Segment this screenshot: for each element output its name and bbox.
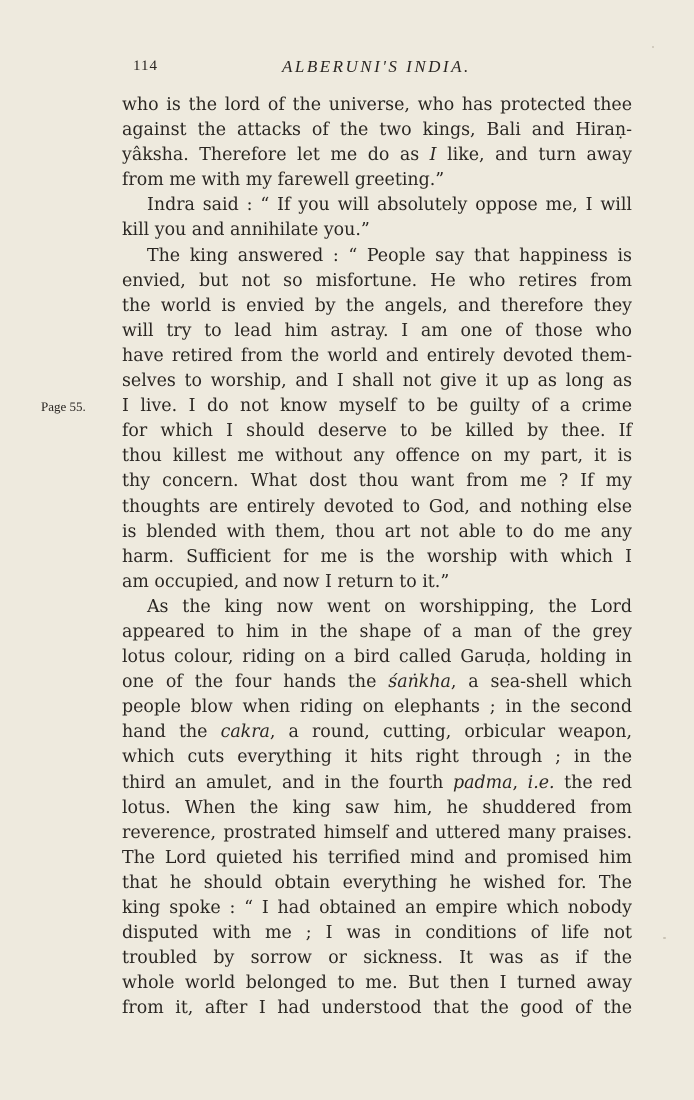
text-line: people blow when riding on elephants ; in the second bbox=[122, 697, 632, 718]
paper-speck bbox=[663, 937, 666, 939]
text-line: Indra said : “ If you will absolutely oppose me, I will bbox=[147, 195, 632, 216]
text-line: As the king now went on worshipping, the Lord bbox=[147, 596, 632, 617]
text-line: thoughts are entirely devoted to God, and nothing else bbox=[122, 496, 632, 517]
running-title: ALBERUNI'S INDIA. bbox=[282, 57, 471, 76]
text-line: king spoke : “ I had obtained an empire which nobody bbox=[122, 898, 632, 918]
text-line: for which I should deserve to be killed by thee. If bbox=[122, 421, 632, 442]
text-line: yâksha. Therefore let me do as I like, and turn away bbox=[122, 145, 632, 166]
text-line: hand the cakra, a round, cutting, orbicular weapon, bbox=[122, 722, 632, 743]
text-line: reverence, prostrated himself and uttered many praises. bbox=[122, 822, 632, 843]
text-line: kill you and annihilate you.” bbox=[122, 220, 370, 241]
text-line: which cuts everything it hits right through ; in the bbox=[122, 747, 632, 768]
text-line: is blended with them, thou art not able to do me any bbox=[122, 521, 632, 542]
text-line: whole world belonged to me. But then I turned away bbox=[122, 973, 632, 994]
page-number: 114 bbox=[133, 58, 158, 74]
text-line: will try to lead him astray. I am one of those who bbox=[122, 320, 632, 341]
text-line: appeared to him in the shape of a man of the grey bbox=[122, 621, 632, 642]
text-line: disputed with me ; I was in conditions of life not bbox=[122, 923, 632, 944]
text-line: lotus. When the king saw him, he shuddered from bbox=[122, 797, 632, 818]
text-line: third an amulet, and in the fourth padma, i.e. the red bbox=[122, 772, 632, 793]
text-line: thy concern. What dost thou want from me ? If my bbox=[122, 471, 632, 492]
margin-page-note: Page 55. bbox=[41, 399, 86, 414]
text-line: The king answered : “ People say that happiness is bbox=[147, 245, 632, 266]
text-line: one of the four hands the śaṅkha, a sea-shell which bbox=[122, 672, 632, 693]
text-line: selves to worship, and I shall not give it up as long as bbox=[122, 371, 632, 392]
text-line: troubled by sorrow or sickness. It was as if the bbox=[122, 948, 632, 969]
text-line: have retired from the world and entirely devoted them- bbox=[122, 345, 632, 366]
text-line: the world is envied by the angels, and therefore they bbox=[122, 295, 632, 316]
text-line: harm. Sufficient for me is the worship with which I bbox=[122, 546, 632, 567]
body-text bbox=[122, 93, 632, 1021]
text-line: who is the lord of the universe, who has protected thee bbox=[122, 95, 632, 115]
text-line: envied, but not so misfortune. He who retires from bbox=[122, 270, 632, 291]
text-line: from it, after I had understood that the good of the bbox=[122, 998, 632, 1019]
text-line: from me with my farewell greeting.” bbox=[122, 170, 445, 191]
text-line: The Lord quieted his terrified mind and promised him bbox=[122, 847, 632, 868]
paper-speck bbox=[652, 46, 654, 48]
text-line: am occupied, and now I return to it.” bbox=[122, 571, 450, 592]
text-line: I live. I do not know myself to be guilty of a crime bbox=[122, 396, 632, 417]
text-line: thou killest me without any offence on my part, it is bbox=[122, 446, 632, 467]
text-line: lotus colour, riding on a bird called Garuḍa, holding in bbox=[122, 647, 632, 668]
text-line: against the attacks of the two kings, Bali and Hiraṇ- bbox=[122, 120, 632, 141]
text-line: that he should obtain everything he wished for. The bbox=[122, 872, 632, 893]
